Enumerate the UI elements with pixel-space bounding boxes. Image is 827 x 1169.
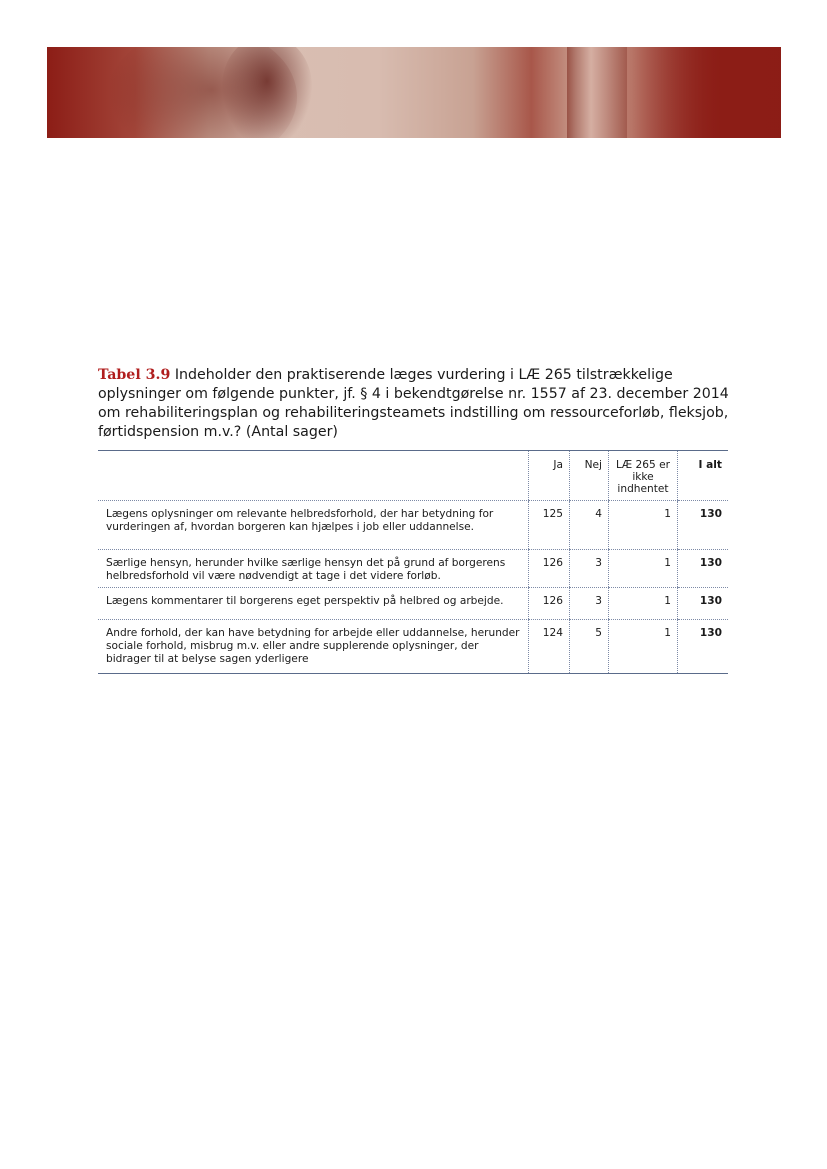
cell-ja: 126 [529, 588, 570, 620]
table-caption [98, 366, 738, 442]
cell-ja: 126 [529, 550, 570, 588]
header-label-cell [98, 451, 529, 501]
cell-nej: 5 [570, 620, 609, 674]
header-le265: LÆ 265 er ikke indhentet [609, 451, 678, 501]
row-label: Andre forhold, der kan have betydning for arbejde eller uddannelse, herunder sociale forhold, misbrug m.v. eller andre supplerende oplysninger, der bidrager til at belyse sagen yderligere [98, 620, 529, 674]
header-banner-image [47, 47, 781, 138]
header-ja: Ja [529, 451, 570, 501]
cell-ja: 124 [529, 620, 570, 674]
cell-nej: 3 [570, 550, 609, 588]
cell-ialt: 130 [678, 588, 729, 620]
cell-nej: 3 [570, 588, 609, 620]
cell-le265: 1 [609, 550, 678, 588]
table-row [98, 501, 728, 550]
banner-window-frame [567, 47, 627, 138]
banner-right-shade [631, 47, 781, 138]
cell-ialt: 130 [678, 550, 729, 588]
header-nej: Nej [570, 451, 609, 501]
cell-nej: 4 [570, 501, 609, 550]
data-table [98, 450, 728, 674]
table-row [98, 550, 728, 588]
table-header-row [98, 451, 728, 501]
cell-le265: 1 [609, 588, 678, 620]
table-caption-text: Indeholder den praktiserende læges vurdering i LÆ 265 tilstrækkelige oplysninger om følgende punkter, jf. § 4 i bekendtgørelse nr. 1557 af 23. december 2014 om rehabiliteringsplan og rehabiliteringsteamets indstilling om ressourceforløb, fleksjob, førtidspension m.v.? (Antal sager) [98, 367, 729, 440]
cell-ialt: 130 [678, 501, 729, 550]
cell-le265: 1 [609, 620, 678, 674]
table-caption-label: Tabel 3.9 [98, 367, 171, 383]
cell-ialt: 130 [678, 620, 729, 674]
row-label: Lægens kommentarer til borgerens eget perspektiv på helbred og arbejde. [98, 588, 529, 620]
table-row [98, 588, 728, 620]
header-ialt: I alt [678, 451, 729, 501]
cell-le265: 1 [609, 501, 678, 550]
table-row [98, 620, 728, 674]
cell-ja: 125 [529, 501, 570, 550]
row-label: Særlige hensyn, herunder hvilke særlige hensyn det på grund af borgerens helbredsforhold vil være nødvendigt at tage i det videre forløb. [98, 550, 529, 588]
row-label: Lægens oplysninger om relevante helbredsforhold, der har betydning for vurderingen af, hvordan borgeren kan hjælpes i job eller uddannelse. [98, 501, 529, 550]
banner-figure-head [222, 47, 312, 138]
